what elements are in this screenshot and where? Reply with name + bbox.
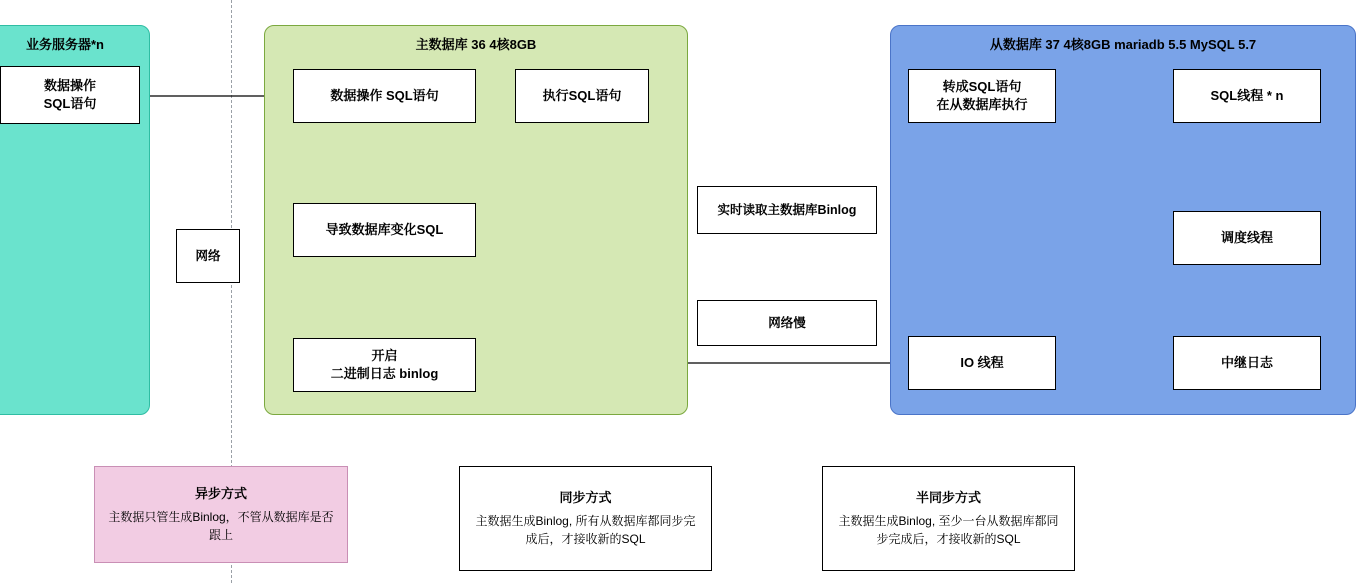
node-biz-sql bbox=[0, 66, 140, 124]
node-slave-sql-thread: SQL线程 * n bbox=[1173, 69, 1321, 123]
node-slave-convert-line2: 在从数据库执行 bbox=[936, 97, 1028, 112]
node-slave-io-thread: IO 线程 bbox=[908, 336, 1056, 390]
legend-sync-title: 同步方式 bbox=[559, 490, 612, 506]
node-master-binlog-line1: 开启 bbox=[371, 348, 398, 364]
legend-sync bbox=[459, 466, 712, 571]
group-master-db-title: 主数据库 36 4核8GB bbox=[415, 37, 537, 52]
legend-semisync-text: 主数据生成Binlog, 至少一台从数据库都同步完成后，才接收新的SQL bbox=[838, 513, 1059, 546]
label-slow-network: 网络慢 bbox=[697, 300, 877, 346]
legend-async-title: 异步方式 bbox=[194, 486, 247, 502]
node-biz-sql-line1: 数据操作 bbox=[43, 78, 96, 94]
legend-semisync bbox=[822, 466, 1075, 571]
label-network: 网络 bbox=[176, 229, 240, 283]
node-master-change-sql: 导致数据库变化SQL bbox=[293, 203, 476, 257]
group-slave-db-title: 从数据库 37 4核8GB mariadb 5.5 MySQL 5.7 bbox=[989, 37, 1257, 52]
node-master-operation: 数据操作 SQL语句 bbox=[293, 69, 476, 123]
legend-async-text: 主数据只管生成Binlog，不管从数据库是否跟上 bbox=[108, 509, 334, 542]
label-read-binlog: 实时读取主数据库Binlog bbox=[697, 186, 877, 234]
legend-sync-text: 主数据生成Binlog, 所有从数据库都同步完成后，才接收新的SQL bbox=[475, 513, 696, 546]
node-master-binlog bbox=[293, 338, 476, 392]
legend-semisync-title: 半同步方式 bbox=[915, 490, 981, 506]
node-master-binlog-line2: 二进制日志 binlog bbox=[330, 366, 439, 381]
node-slave-dispatch-thread: 调度线程 bbox=[1173, 211, 1321, 265]
node-biz-sql-line2: SQL语句 bbox=[43, 96, 97, 111]
node-master-execute: 执行SQL语句 bbox=[515, 69, 649, 123]
legend-async bbox=[94, 466, 348, 563]
node-slave-convert-line1: 转成SQL语句 bbox=[942, 79, 1022, 95]
node-slave-convert bbox=[908, 69, 1056, 123]
group-business-server-title: 业务服务器*n bbox=[25, 37, 104, 52]
node-slave-relay-log: 中继日志 bbox=[1173, 336, 1321, 390]
